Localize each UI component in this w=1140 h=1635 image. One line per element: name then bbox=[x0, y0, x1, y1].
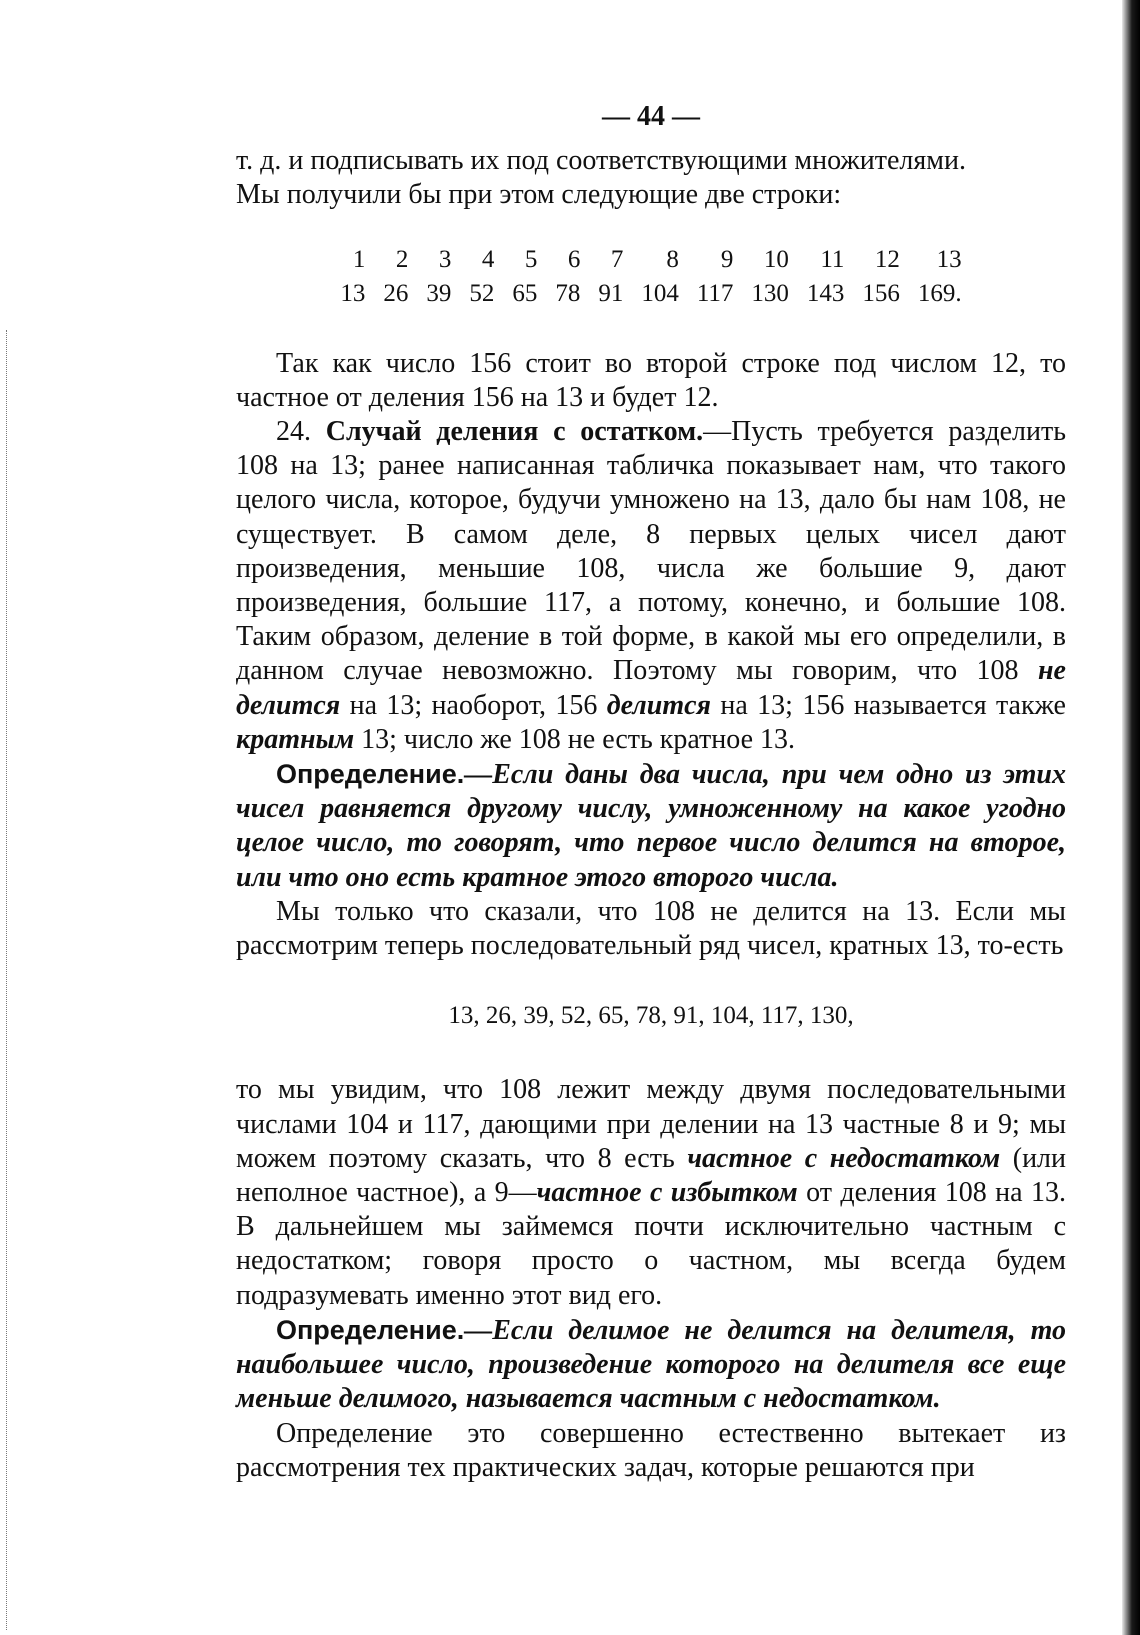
multiplication-table bbox=[236, 243, 1066, 311]
emphasis-divisible: делится bbox=[606, 689, 711, 721]
table-cell: 1 bbox=[352, 245, 366, 273]
table-cell: 8 bbox=[666, 245, 679, 273]
table-cell: 104 bbox=[641, 279, 679, 307]
intro-line-2: Мы получили бы при этом следующие две строки: bbox=[236, 179, 842, 211]
table-cell: 117 bbox=[696, 279, 734, 307]
page-right-edge bbox=[1122, 0, 1140, 1635]
intro-line-1: т. д. и подписывать их под соответствующими множителями. bbox=[236, 145, 966, 177]
table-cell: 13 bbox=[936, 245, 962, 273]
section-text-b: на 13; наоборот, 156 bbox=[340, 689, 607, 721]
table-cell: 12 bbox=[874, 245, 900, 273]
section-title: Случай деления с остатком. bbox=[325, 416, 704, 448]
section-text-c: на 13; 156 называется также bbox=[710, 689, 1066, 721]
table-cell: 78 bbox=[555, 279, 581, 307]
page-left-edge bbox=[6, 330, 47, 1630]
between-text-c: от деления 108 на 13. В дальнейшем мы займемся почти исключительно частным с недостатком; говоря просто о частном, мы всегда будем подразумевать именно этот вид его. bbox=[236, 1177, 1066, 1311]
section-24-paragraph bbox=[236, 415, 1066, 757]
table-cell: 7 bbox=[610, 245, 624, 273]
emphasis-quotient-deficit: частное с недостатком bbox=[687, 1142, 1001, 1174]
emphasis-not-divisible: не делится bbox=[236, 655, 1066, 721]
definition-1-text: —Если даны два числа, при чем одно из этих чисел равняется другому числу, умноженному на какое угодно целое число, то говорят, что первое число делится на второе, или что оно есть кратное этого второго числа. bbox=[236, 759, 1066, 893]
table-cell: 65 bbox=[512, 279, 538, 307]
table-row-products bbox=[331, 277, 970, 311]
table-cell: 6 bbox=[567, 245, 581, 273]
table-cell: 2 bbox=[395, 245, 409, 273]
definition-1 bbox=[236, 757, 1066, 895]
table-cell: 3 bbox=[438, 245, 452, 273]
table-cell: 169. bbox=[917, 279, 962, 307]
book-page bbox=[236, 100, 1066, 1485]
section-number: 24. bbox=[276, 416, 311, 448]
definition-1-label: Определение. bbox=[276, 759, 465, 790]
quotient-paragraph: Так как число 156 стоит во второй строке под числом 12, то частное от деления 156 на 13 и будет 12. bbox=[236, 347, 1066, 413]
section-text-d: 13; число же 108 не есть кратное 13. bbox=[354, 723, 796, 755]
table-cell: 91 bbox=[598, 279, 624, 307]
last-paragraph: Определение это совершенно естественно вытекает из рассмотрения тех практических задач, которые решаются при bbox=[236, 1417, 1066, 1483]
between-text-b: (или неполное частное), а 9— bbox=[236, 1142, 1067, 1209]
table-cell: 9 bbox=[720, 245, 734, 273]
definition-2-label: Определение. bbox=[276, 1314, 465, 1345]
table-cell: 143 bbox=[806, 279, 845, 307]
table-cell: 4 bbox=[481, 245, 495, 273]
between-paragraph bbox=[236, 1073, 1066, 1312]
multiples-paragraph: Мы только что сказали, что 108 не делится на 13. Если мы рассмотрим теперь последовательный ряд чисел, кратных 13, то-есть bbox=[236, 895, 1066, 962]
section-text-a: —Пусть требуется разделить 108 на 13; ранее написанная табличка показывает нам, что такого целого числа, которое, будучи умножено на 13, дало бы нам 108, не существует. В самом деле, 8 первых целых чисел дают произведения, меньшие 108, числа же большие 9, дают произведения, большие 117, а потому, конечно, и большие 108. Таким образом, деление в той форме, в какой мы его определили, в данном случае невозможно. Поэтому мы говорим, что 108 bbox=[236, 416, 1066, 687]
table-cell: 13 bbox=[340, 279, 366, 307]
table-cell: 11 bbox=[820, 245, 845, 273]
multiples-series: 13, 26, 39, 52, 65, 78, 91, 104, 117, 130, bbox=[448, 1002, 854, 1030]
table-cell: 5 bbox=[524, 245, 538, 273]
table-cell: 130 bbox=[751, 279, 789, 307]
table-cell: 52 bbox=[469, 279, 495, 307]
intro-paragraph bbox=[236, 144, 1066, 212]
definition-2 bbox=[236, 1313, 1066, 1417]
table-cell: 26 bbox=[383, 279, 409, 307]
emphasis-quotient-excess: частное с избытком bbox=[536, 1177, 798, 1209]
emphasis-multiple: кратным bbox=[236, 723, 355, 755]
table-cell: 10 bbox=[763, 245, 789, 273]
table-cell: 39 bbox=[426, 279, 452, 307]
definition-2-text: —Если делимое не делится на делителя, то наибольшее число, произведение которого на делителя все еще меньше делимого, называется частным с недостатком. bbox=[236, 1314, 1066, 1415]
table-row-factors bbox=[331, 243, 970, 277]
page-number: — 44 — bbox=[602, 101, 700, 132]
between-text-a: то мы увидим, что 108 лежит между двумя последовательными числами 104 и 117, дающими при делении на 13 частные 8 и 9; мы можем поэтому сказать, что 8 есть bbox=[236, 1074, 1066, 1174]
table-cell: 156 bbox=[862, 279, 900, 307]
